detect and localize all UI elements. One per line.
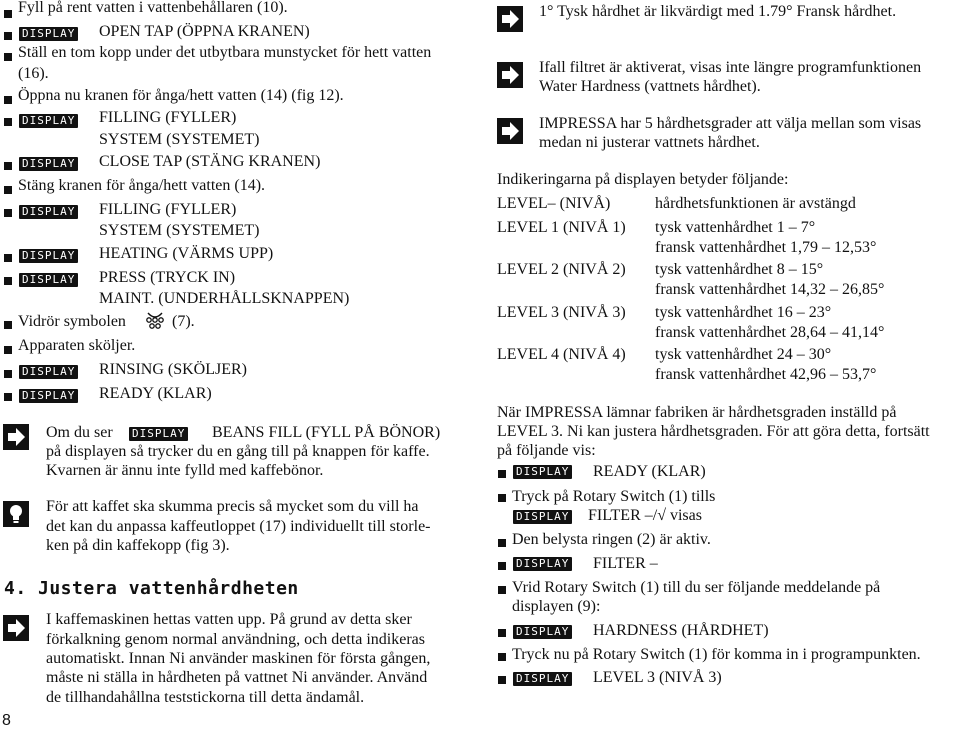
- display-message-cont: SYSTEM (SYSTEMET): [99, 222, 260, 239]
- bullet-icon: [4, 346, 12, 354]
- level-label: LEVEL– (NIVÅ): [497, 195, 611, 212]
- level-desc: fransk vattenhårdhet 42,96 – 53,7°: [655, 366, 877, 383]
- step-text-cont: displayen (9):: [512, 598, 601, 615]
- display-badge: DISPLAY: [19, 249, 78, 263]
- bullet-icon: [4, 96, 12, 104]
- arrow-right-icon: [3, 615, 29, 641]
- step-text: Tryck på Rotary Switch (1) tills: [512, 488, 716, 505]
- bullet-icon: [498, 586, 506, 594]
- tip-line: För att kaffet ska skumma precis så mycket som du vill ha: [46, 498, 419, 515]
- note-line: automatiskt. Innan Ni använder maskinen för första gången,: [46, 650, 431, 667]
- bullet-icon: [4, 10, 12, 18]
- display-badge: DISPLAY: [19, 157, 78, 171]
- bullet-icon: [498, 629, 506, 637]
- level-desc: tysk vattenhårdhet 8 – 15°: [655, 261, 824, 278]
- bullet-icon: [4, 209, 12, 217]
- bullet-icon: [498, 653, 506, 661]
- bullet-icon: [4, 186, 12, 194]
- display-message: FILTER –: [593, 555, 658, 572]
- display-message-cont: MAINT. (UNDERHÅLLSKNAPPEN): [99, 290, 350, 307]
- display-badge: DISPLAY: [513, 465, 572, 479]
- bullet-icon: [498, 470, 506, 478]
- level-label: LEVEL 3 (NIVÅ 3): [497, 304, 626, 321]
- note-line: 1° Tysk hårdhet är likvärdigt med 1.79° Fransk hårdhet.: [539, 3, 897, 20]
- level-desc: tysk vattenhårdhet 16 – 23°: [655, 304, 832, 321]
- arrow-right-icon: [497, 6, 523, 32]
- display-badge: DISPLAY: [19, 27, 78, 41]
- display-badge: DISPLAY: [19, 273, 78, 287]
- display-badge: DISPLAY: [19, 205, 78, 219]
- step-text: Apparaten sköljer.: [18, 337, 136, 354]
- step-text: Den belysta ringen (2) är aktiv.: [512, 531, 711, 548]
- step-text: Tryck nu på Rotary Switch (1) för komma in i programpunkten.: [512, 646, 921, 663]
- step-text-suffix: (7).: [172, 313, 195, 330]
- factory-line: på följande vis:: [497, 442, 596, 459]
- display-message: READY (KLAR): [593, 463, 706, 480]
- step-text: Stäng kranen för ånga/hett vatten (14).: [18, 177, 266, 194]
- bullet-icon: [4, 254, 12, 262]
- levels-intro: Indikeringarna på displayen betyder följande:: [497, 171, 789, 188]
- note-line: IMPRESSA har 5 hårdhetsgrader att välja mellan som visas: [539, 115, 922, 132]
- tip-line: det kan du anpassa kaffeutloppet (17) individuellt till storle-: [46, 518, 431, 535]
- bullet-icon: [4, 53, 12, 61]
- bullet-icon: [498, 676, 506, 684]
- bullet-icon: [4, 370, 12, 378]
- arrow-right-icon: [3, 424, 29, 450]
- display-badge: DISPLAY: [513, 557, 572, 571]
- display-message: FILTER –/√ visas: [588, 507, 702, 524]
- bullet-icon: [4, 393, 12, 401]
- page-number: 8: [2, 712, 11, 729]
- display-message: READY (KLAR): [99, 385, 212, 402]
- note-line: Water Hardness (vattnets hårdhet).: [539, 78, 761, 95]
- note-line: medan ni justerar vattnets hårdhet.: [539, 134, 760, 151]
- level-desc: fransk vattenhårdhet 1,79 – 12,53°: [655, 239, 877, 256]
- display-message: HARDNESS (HÅRDHET): [593, 622, 769, 639]
- step-text: Fyll på rent vatten i vattenbehållaren (10).: [18, 0, 288, 16]
- display-badge: DISPLAY: [19, 389, 78, 403]
- display-message: OPEN TAP (ÖPPNA KRANEN): [99, 23, 310, 40]
- step-text-cont: (16).: [18, 65, 49, 82]
- level-desc: tysk vattenhårdhet 24 – 30°: [655, 346, 832, 363]
- display-message: LEVEL 3 (NIVÅ 3): [593, 669, 722, 686]
- bullet-icon: [4, 277, 12, 285]
- step-text: Vidrör symbolen: [18, 313, 126, 330]
- step-text: Vrid Rotary Switch (1) till du ser följande meddelande på: [512, 579, 881, 596]
- display-badge: DISPLAY: [129, 427, 188, 441]
- bullet-icon: [4, 321, 12, 329]
- arrow-right-icon: [497, 62, 523, 88]
- display-message: FILLING (FYLLER): [99, 201, 237, 218]
- note-line: på displayen så trycker du en gång till på knappen för kaffe.: [46, 443, 430, 460]
- display-message-cont: SYSTEM (SYSTEMET): [99, 131, 260, 148]
- level-label: LEVEL 2 (NIVÅ 2): [497, 261, 626, 278]
- note-line: Kvarnen är ännu inte fylld med kaffebönor.: [46, 462, 324, 479]
- display-message: RINSING (SKÖLJER): [99, 361, 247, 378]
- note-line: förkalkning genom normal användning, och detta indikeras: [46, 631, 426, 648]
- level-desc: hårdhetsfunktionen är avstängd: [655, 195, 856, 212]
- factory-line: LEVEL 3. Ni kan justera hårdhetsgraden. För att göra detta, fortsätt: [497, 423, 930, 440]
- step-text: Öppna nu kranen för ånga/hett vatten (14) (fig 12).: [18, 87, 344, 104]
- level-label: LEVEL 1 (NIVÅ 1): [497, 219, 626, 236]
- level-desc: tysk vattenhårdhet 1 – 7°: [655, 219, 816, 236]
- arrow-right-icon: [497, 118, 523, 144]
- bullet-icon: [498, 562, 506, 570]
- display-message: HEATING (VÄRMS UPP): [99, 245, 274, 262]
- rinse-symbol-icon: [144, 310, 166, 332]
- note-prefix: Om du ser: [46, 424, 113, 441]
- bullet-icon: [4, 32, 12, 40]
- display-message: PRESS (TRYCK IN): [99, 269, 236, 286]
- step-text: Ställ en tom kopp under det utbytbara munstycket för hett vatten: [18, 44, 432, 61]
- note-line: Ifall filtret är aktiverat, visas inte längre programfunktionen: [539, 59, 922, 76]
- level-desc: fransk vattenhårdhet 14,32 – 26,85°: [655, 281, 885, 298]
- display-badge: DISPLAY: [513, 625, 572, 639]
- bullet-icon: [4, 118, 12, 126]
- display-badge: DISPLAY: [513, 510, 572, 524]
- note-suffix: BEANS FILL (FYLL PÅ BÖNOR): [212, 424, 441, 441]
- factory-line: När IMPRESSA lämnar fabriken är hårdhetsgraden inställd på: [497, 404, 897, 421]
- display-message: CLOSE TAP (STÄNG KRANEN): [99, 153, 321, 170]
- bullet-icon: [498, 494, 506, 502]
- bullet-icon: [498, 539, 506, 547]
- level-desc: fransk vattenhårdhet 28,64 – 41,14°: [655, 324, 885, 341]
- display-badge: DISPLAY: [19, 365, 78, 379]
- display-message: FILLING (FYLLER): [99, 109, 237, 126]
- note-line: I kaffemaskinen hettas vatten upp. På grund av detta sker: [46, 611, 412, 628]
- display-badge: DISPLAY: [19, 114, 78, 128]
- display-badge: DISPLAY: [513, 672, 572, 686]
- note-line: måste ni ställa in hårdheten på vattnet Ni använder. Använd: [46, 669, 428, 686]
- note-line: de tillhandahållna teststickorna till detta ändamål.: [46, 689, 365, 706]
- level-label: LEVEL 4 (NIVÅ 4): [497, 346, 626, 363]
- tip-line: ken på din kaffekopp (fig 3).: [46, 537, 230, 554]
- bullet-icon: [4, 162, 12, 170]
- section-heading: 4. Justera vattenhårdheten: [4, 578, 299, 599]
- lightbulb-icon: [3, 501, 29, 527]
